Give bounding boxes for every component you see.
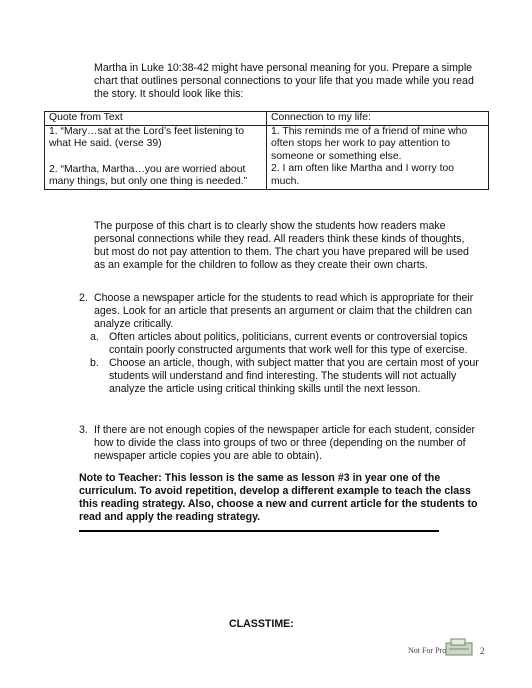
purpose-paragraph: The purpose of this chart is to clearly show the students how readers make personal connections while they read. All readers think these kinds of thoughts, but most do not pay attention to them. The chart you have prepared will be used as an example for the children to follow as they create their own charts. (94, 220, 469, 271)
sub-list-item (90, 331, 479, 357)
list-item (79, 424, 479, 463)
list-item (79, 292, 479, 396)
footer-text: Not For Pro (408, 646, 447, 655)
list-item-text: If there are not enough copies of the newspaper article for each student, consider how to divide the class into groups of two or three (depending on the number of newspaper article copies you are able to obtain). (94, 424, 476, 462)
connections-table (44, 111, 489, 190)
table-header-quote: Quote from Text (45, 112, 267, 126)
table-row (45, 125, 489, 189)
section-heading: CLASSTIME: (229, 618, 294, 630)
table-cell-quote: 1. “Mary…sat at the Lord’s feet listening to what He said. (verse 39) (49, 125, 245, 149)
sub-list-text: Choose an article, though, with subject matter that you are certain most of your students will understand and find interesting. The students will not actually analyze the article using critical thinking skills until the next lesson. (109, 357, 479, 395)
stamp-icon (443, 637, 477, 659)
table-header-row (45, 112, 489, 126)
horizontal-rule (79, 530, 439, 532)
sub-list-text: Often articles about politics, politicians, current events or controversial topics contain poorly constructed arguments that work well for this type of exercise. (109, 331, 468, 356)
table-cell-connection: 1. This reminds me of a friend of mine who often stops her work to pay attention to someone or something else. (271, 125, 468, 162)
teacher-note: Note to Teacher: This lesson is the same as lesson #3 in year one of the curriculum. To avoid repetition, develop a different example to teach the class this reading strategy. Also, choose a new and current article for the students to read and apply the reading strategy. (79, 472, 478, 523)
list-item-text: Choose a newspaper article for the students to read which is appropriate for their ages. Look for an article that presents an argument or claim that the children can analyze critically. (94, 292, 474, 330)
table-header-connection: Connection to my life: (267, 112, 489, 126)
list-number: 2. (79, 292, 88, 304)
page-number: 2 (480, 646, 485, 656)
sub-list-letter: b. (90, 357, 99, 369)
sub-list-letter: a. (90, 331, 99, 343)
table-cell-quote: 2. “Martha, Martha…you are worried about many things, but only one thing is needed.” (49, 163, 248, 187)
list-number: 3. (79, 424, 88, 436)
intro-paragraph: Martha in Luke 10:38-42 might have personal meaning for you. Prepare a simple chart that outlines personal connections to your life that you made while you read the story. It should look like this: (94, 62, 474, 100)
table-cell-connection: 2. I am often like Martha and I worry too much. (271, 163, 455, 187)
sub-list-item (90, 357, 479, 396)
